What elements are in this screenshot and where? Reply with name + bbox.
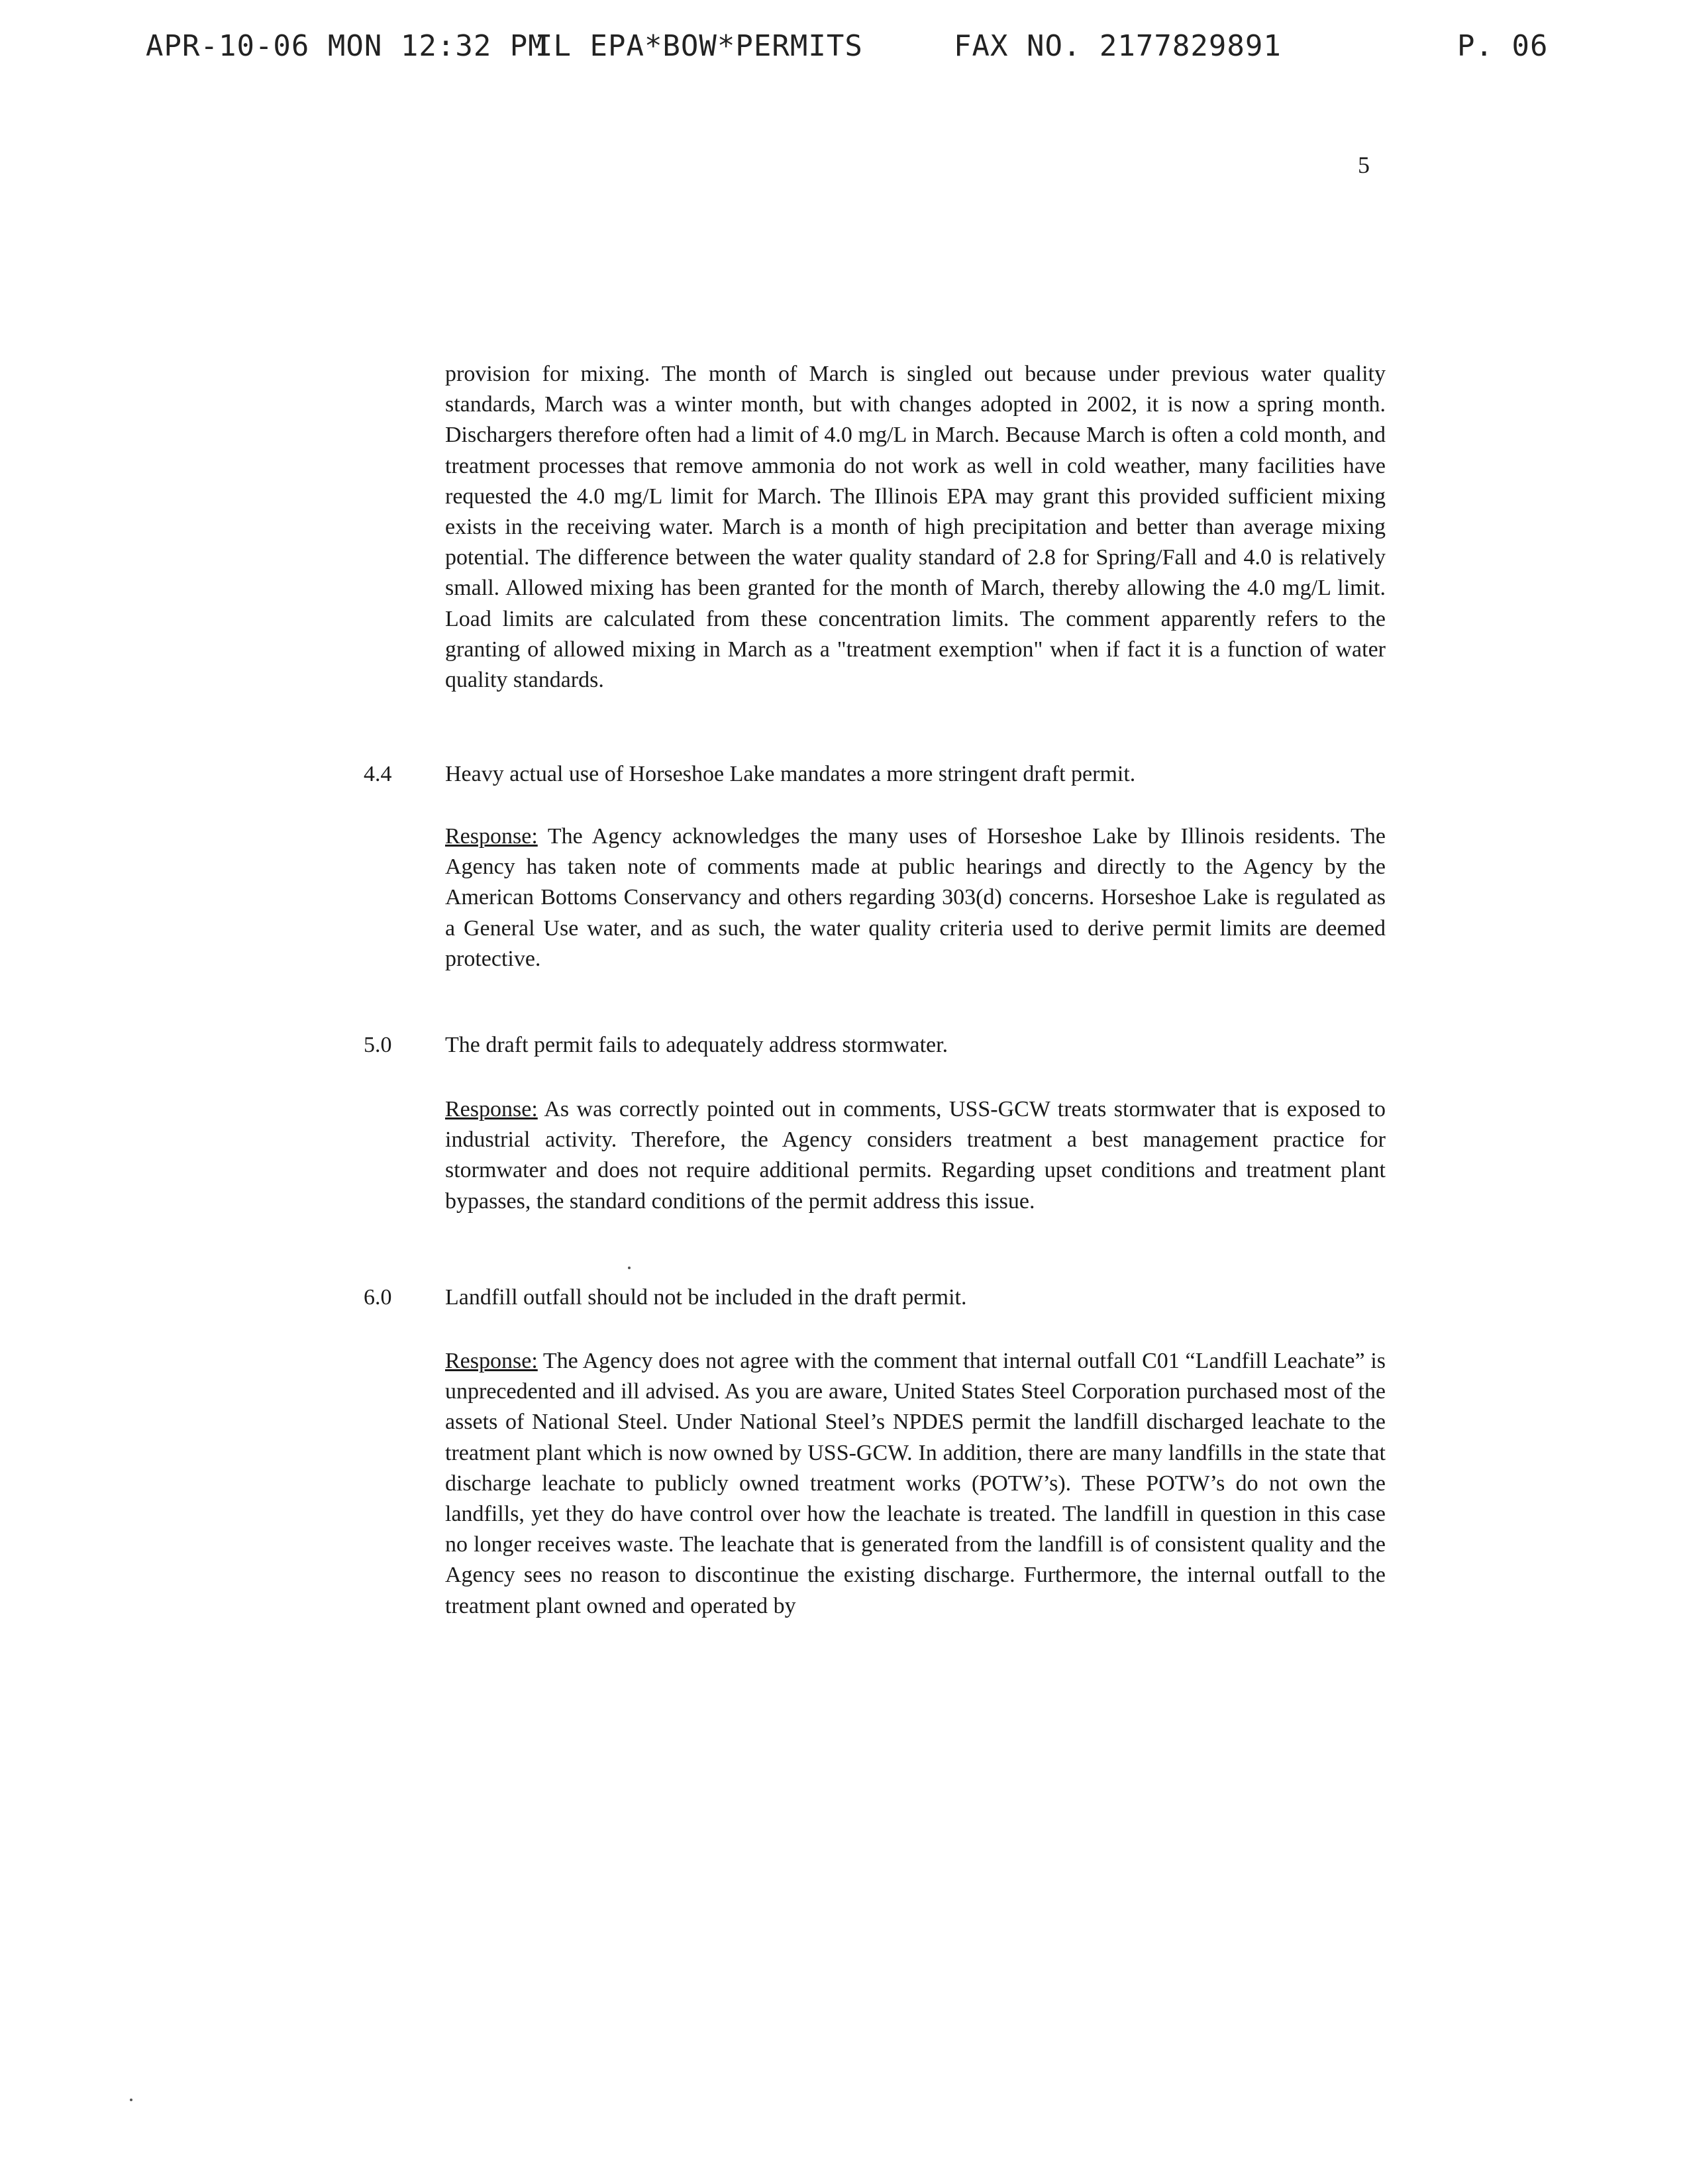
page-number: 5 bbox=[1358, 152, 1370, 178]
response-paragraph bbox=[445, 1094, 1386, 1217]
response-label: Response: bbox=[445, 1097, 538, 1121]
continued-paragraph: provision for mixing. The month of March is singled out because under previous water quality standards, March was a winter month, but with changes adopted in 2002, it is now a spring month. Dischargers therefore often had a limit of 4.0 mg/L in March. Because March is often a cold month, and treatment processes that remove ammonia do not work as well in cold weather, many facilities have requested the 4.0 mg/L limit for March. The Illinois EPA may grant this provided sufficient mixing exists in the receiving water. March is a month of high precipitation and better than average mixing potential. The difference between the water quality standard of 2.8 for Spring/Fall and 4.0 is relatively small. Allowed mixing has been granted for the month of March, thereby allowing the 4.0 mg/L limit. Load limits are calculated from these concentration limits. The comment apparently refers to the granting of allowed mixing in March as a "treatment exemption" when if fact it is a function of water quality standards. bbox=[445, 362, 1386, 693]
response-text: The Agency does not agree with the comment that internal outfall C01 “Landfill Leachate” is unprecedented and ill advised. As you are aware, United States Steel Corporation purchased most of the assets of National Steel. Under National Steel’s NPDES permit the landfill discharged leachate to the treatment plant which is now owned by USS-GCW. In addition, there are many landfills in the state that discharge leachate to publicly owned treatment works (POTW’s). These POTW’s do not own the landfills, yet they do have control over how the leachate is treated. The landfill in question in this case no longer receives waste. The leachate that is generated from the landfill is of consistent quality and the Agency sees no reason to discontinue the existing discharge. Furthermore, the internal outfall to the treatment plant owned and operated by bbox=[445, 1349, 1386, 1618]
fax-header bbox=[0, 29, 1685, 82]
response-label: Response: bbox=[445, 824, 538, 849]
comment-text: Landfill outfall should not be included in the draft permit. bbox=[445, 1285, 967, 1310]
comment-number: 6.0 bbox=[364, 1285, 392, 1310]
scan-speck bbox=[628, 1267, 631, 1269]
response-label: Response: bbox=[445, 1349, 538, 1373]
scan-speck bbox=[130, 2099, 132, 2101]
comment-number: 4.4 bbox=[364, 762, 392, 786]
response-text: As was correctly pointed out in comments, USS-GCW treats stormwater that is exposed to industrial activity. Therefore, the Agency considers treatment a best management practice for stormwater and does not require additional permits. Regarding upset conditions and treatment plant bypasses, the standard conditions of the permit address this issue. bbox=[445, 1097, 1386, 1214]
fax-number: FAX NO. 2177829891 bbox=[954, 29, 1282, 63]
fax-date-time: APR-10-06 MON 12:32 PM bbox=[146, 29, 546, 63]
fax-page: P. 06 bbox=[1457, 29, 1549, 63]
response-paragraph bbox=[445, 1346, 1386, 1622]
comment-text: The draft permit fails to adequately address stormwater. bbox=[445, 1033, 948, 1057]
comment-number: 5.0 bbox=[364, 1033, 392, 1057]
response-paragraph bbox=[445, 821, 1386, 974]
comment-text: Heavy actual use of Horseshoe Lake mandates a more stringent draft permit. bbox=[445, 762, 1136, 786]
response-text: The Agency acknowledges the many uses of Horseshoe Lake by Illinois residents. The Agency has taken note of comments made at public hearings and directly to the Agency by the American Bottoms Conservancy and others regarding 303(d) concerns. Horseshoe Lake is regulated as a General Use water, and as such, the water quality criteria used to derive permit limits are deemed protective. bbox=[445, 824, 1386, 971]
fax-sender: IL EPA*BOW*PERMITS bbox=[535, 29, 863, 63]
